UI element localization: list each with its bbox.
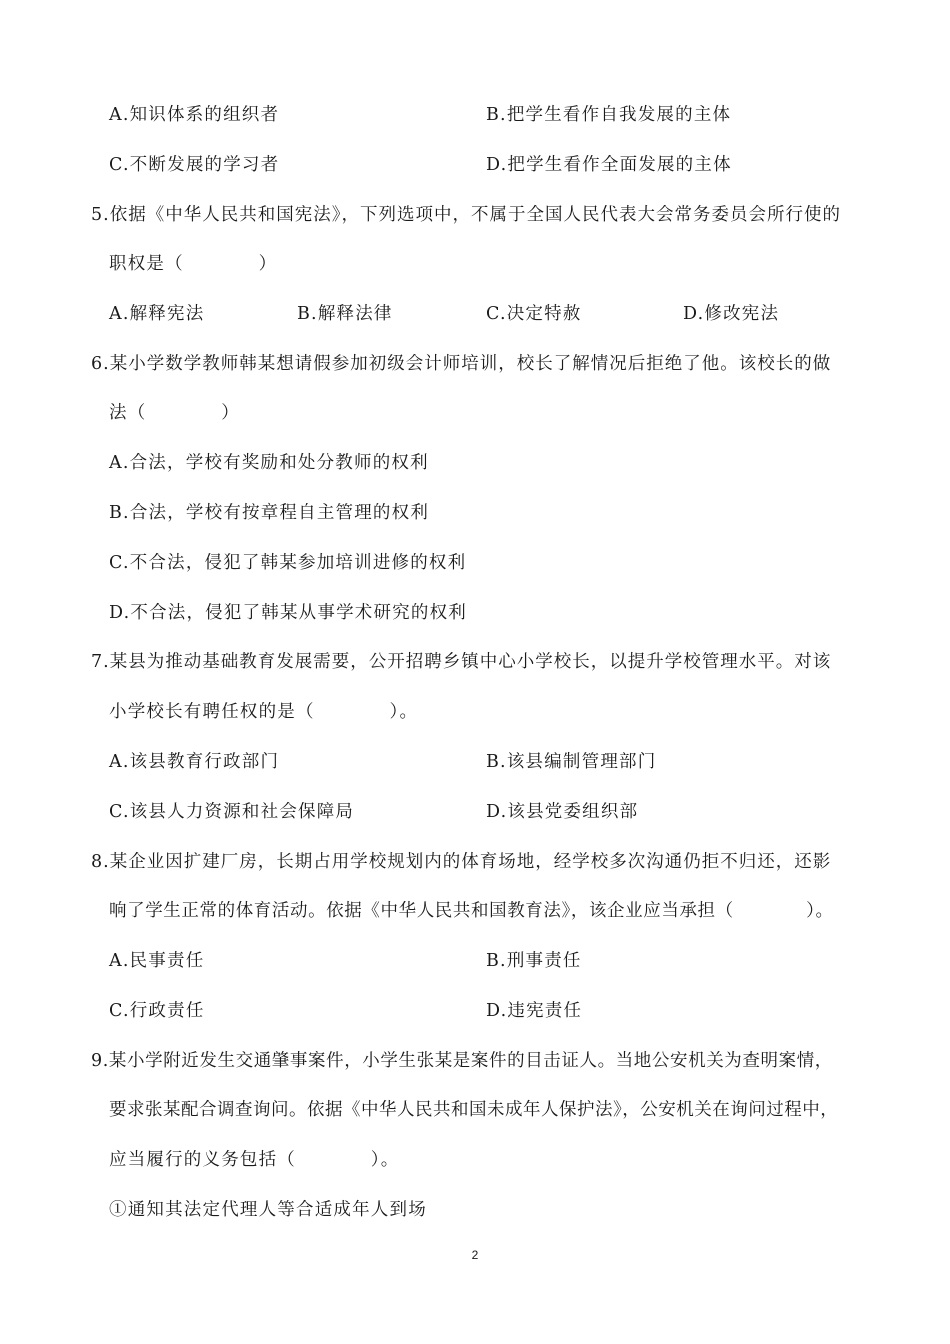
q6-option-b: B.合法，学校有按章程自主管理的权利 (109, 503, 430, 523)
q4-option-d: D.把学生看作全面发展的主体 (486, 155, 732, 175)
q7-option-c: C.该县人力资源和社会保障局 (109, 802, 355, 822)
q8-option-b: B.刑事责任 (486, 951, 582, 971)
q6-option-d: D.不合法，侵犯了韩某从事学术研究的权利 (109, 603, 467, 623)
q5-stem-line2: 职权是（ ） (109, 254, 278, 274)
q9-stem-line1: 9.某小学附近发生交通肇事案件，小学生张某是案件的目击证人。当地公安机关为查明案情， (91, 1051, 833, 1071)
q7-stem-line2: 小学校长有聘任权的是（ ）。 (109, 702, 419, 722)
q6-option-c: C.不合法，侵犯了韩某参加培训进修的权利 (109, 553, 467, 573)
q4-option-b: B.把学生看作自我发展的主体 (486, 105, 732, 125)
q8-option-d: D.违宪责任 (486, 1001, 583, 1021)
q7-stem-line1: 7.某县为推动基础教育发展需要，公开招聘乡镇中心小学校长，以提升学校管理水平。对该 (91, 652, 832, 672)
q9-stem-line2: 要求张某配合调查询问。依据《中华人民共和国未成年人保护法》，公安机关在询问过程中， (109, 1100, 839, 1120)
q6-stem-line2: 法（ ） (109, 403, 240, 423)
q4-option-c: C.不断发展的学习者 (109, 155, 280, 175)
q7-option-a: A.该县教育行政部门 (109, 752, 280, 772)
q8-option-c: C.行政责任 (109, 1001, 205, 1021)
q6-stem-line1: 6.某小学数学教师韩某想请假参加初级会计师培训，校长了解情况后拒绝了他。该校长的做 (91, 354, 832, 374)
q5-stem-line1: 5.依据《中华人民共和国宪法》，下列选项中，不属于全国人民代表大会常务委员会所行使的 (91, 205, 841, 225)
q9-stem-line3: 应当履行的义务包括（ ）。 (109, 1150, 400, 1170)
q4-option-a: A.知识体系的组织者 (109, 105, 280, 125)
q9-statement-1: ①通知其法定代理人等合适成年人到场 (109, 1200, 427, 1220)
q5-option-d: D.修改宪法 (683, 304, 780, 324)
q7-option-d: D.该县党委组织部 (486, 802, 639, 822)
q5-option-c: C.决定特赦 (486, 304, 582, 324)
q8-option-a: A.民事责任 (109, 951, 205, 971)
page-number: 2 (471, 1248, 479, 1262)
q8-stem-line2: 响了学生正常的体育活动。依据《中华人民共和国教育法》，该企业应当承担（ ）。 (109, 901, 834, 921)
q8-stem-line1: 8.某企业因扩建厂房，长期占用学校规划内的体育场地，经学校多次沟通仍拒不归还，还影 (91, 852, 832, 872)
q5-option-b: B.解释法律 (297, 304, 393, 324)
q7-option-b: B.该县编制管理部门 (486, 752, 657, 772)
q6-option-a: A.合法，学校有奖励和处分教师的权利 (109, 453, 429, 473)
q5-option-a: A.解释宪法 (109, 304, 205, 324)
